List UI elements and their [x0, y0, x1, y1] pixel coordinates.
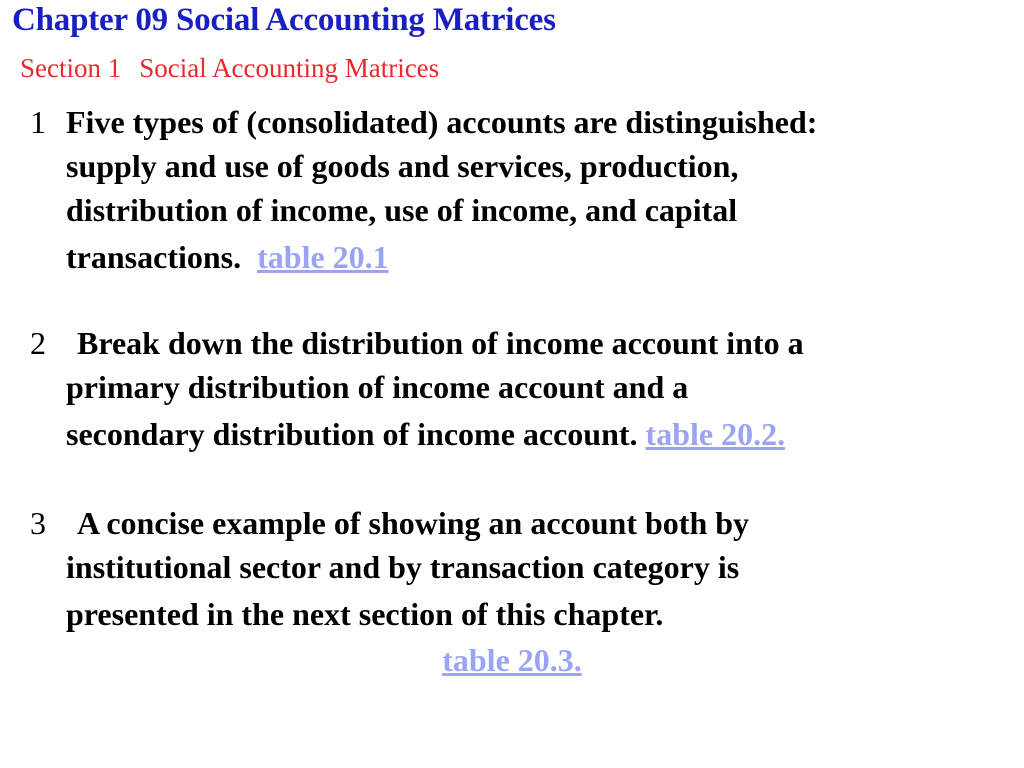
section-subtitle: [20, 53, 439, 84]
table-link[interactable]: table 20.2.: [645, 416, 786, 452]
item-line: Break down the distribution of income account into a: [77, 325, 804, 361]
item-text: [30, 501, 1015, 639]
item-line: secondary distribution of income account.: [66, 416, 638, 452]
page-title: Chapter 09 Social Accounting Matrices: [12, 2, 556, 38]
item-text: [30, 100, 1015, 282]
item-text: [30, 321, 1015, 459]
item-line: primary distribution of income account and a: [66, 369, 689, 405]
list-item: [30, 501, 1015, 639]
item-line: institutional sector and by transaction category is: [66, 549, 740, 585]
table-link[interactable]: table 20.1: [257, 239, 389, 275]
centered-link-row: [0, 638, 1024, 682]
section-label: Section 1: [20, 53, 122, 83]
item-line: transactions.: [66, 239, 242, 275]
item-line-with-link: [66, 409, 1015, 459]
item-line: supply and use of goods and services, production,: [66, 148, 739, 184]
item-line: A concise example of showing an account both by: [77, 505, 750, 541]
list-item: [30, 321, 1015, 459]
item-line-with-link: [66, 232, 1015, 282]
item-number: 3: [30, 505, 46, 541]
list-item: [30, 100, 1015, 282]
item-line: distribution of income, use of income, and capital: [66, 192, 738, 228]
item-number: 2: [30, 325, 46, 361]
item-line: Five types of (consolidated) accounts are distinguished:: [66, 104, 818, 140]
table-link[interactable]: table 20.3.: [442, 642, 582, 678]
item-line: presented in the next section of this chapter.: [66, 596, 664, 632]
item-number: 1: [30, 104, 46, 140]
section-title: Social Accounting Matrices: [139, 53, 440, 83]
